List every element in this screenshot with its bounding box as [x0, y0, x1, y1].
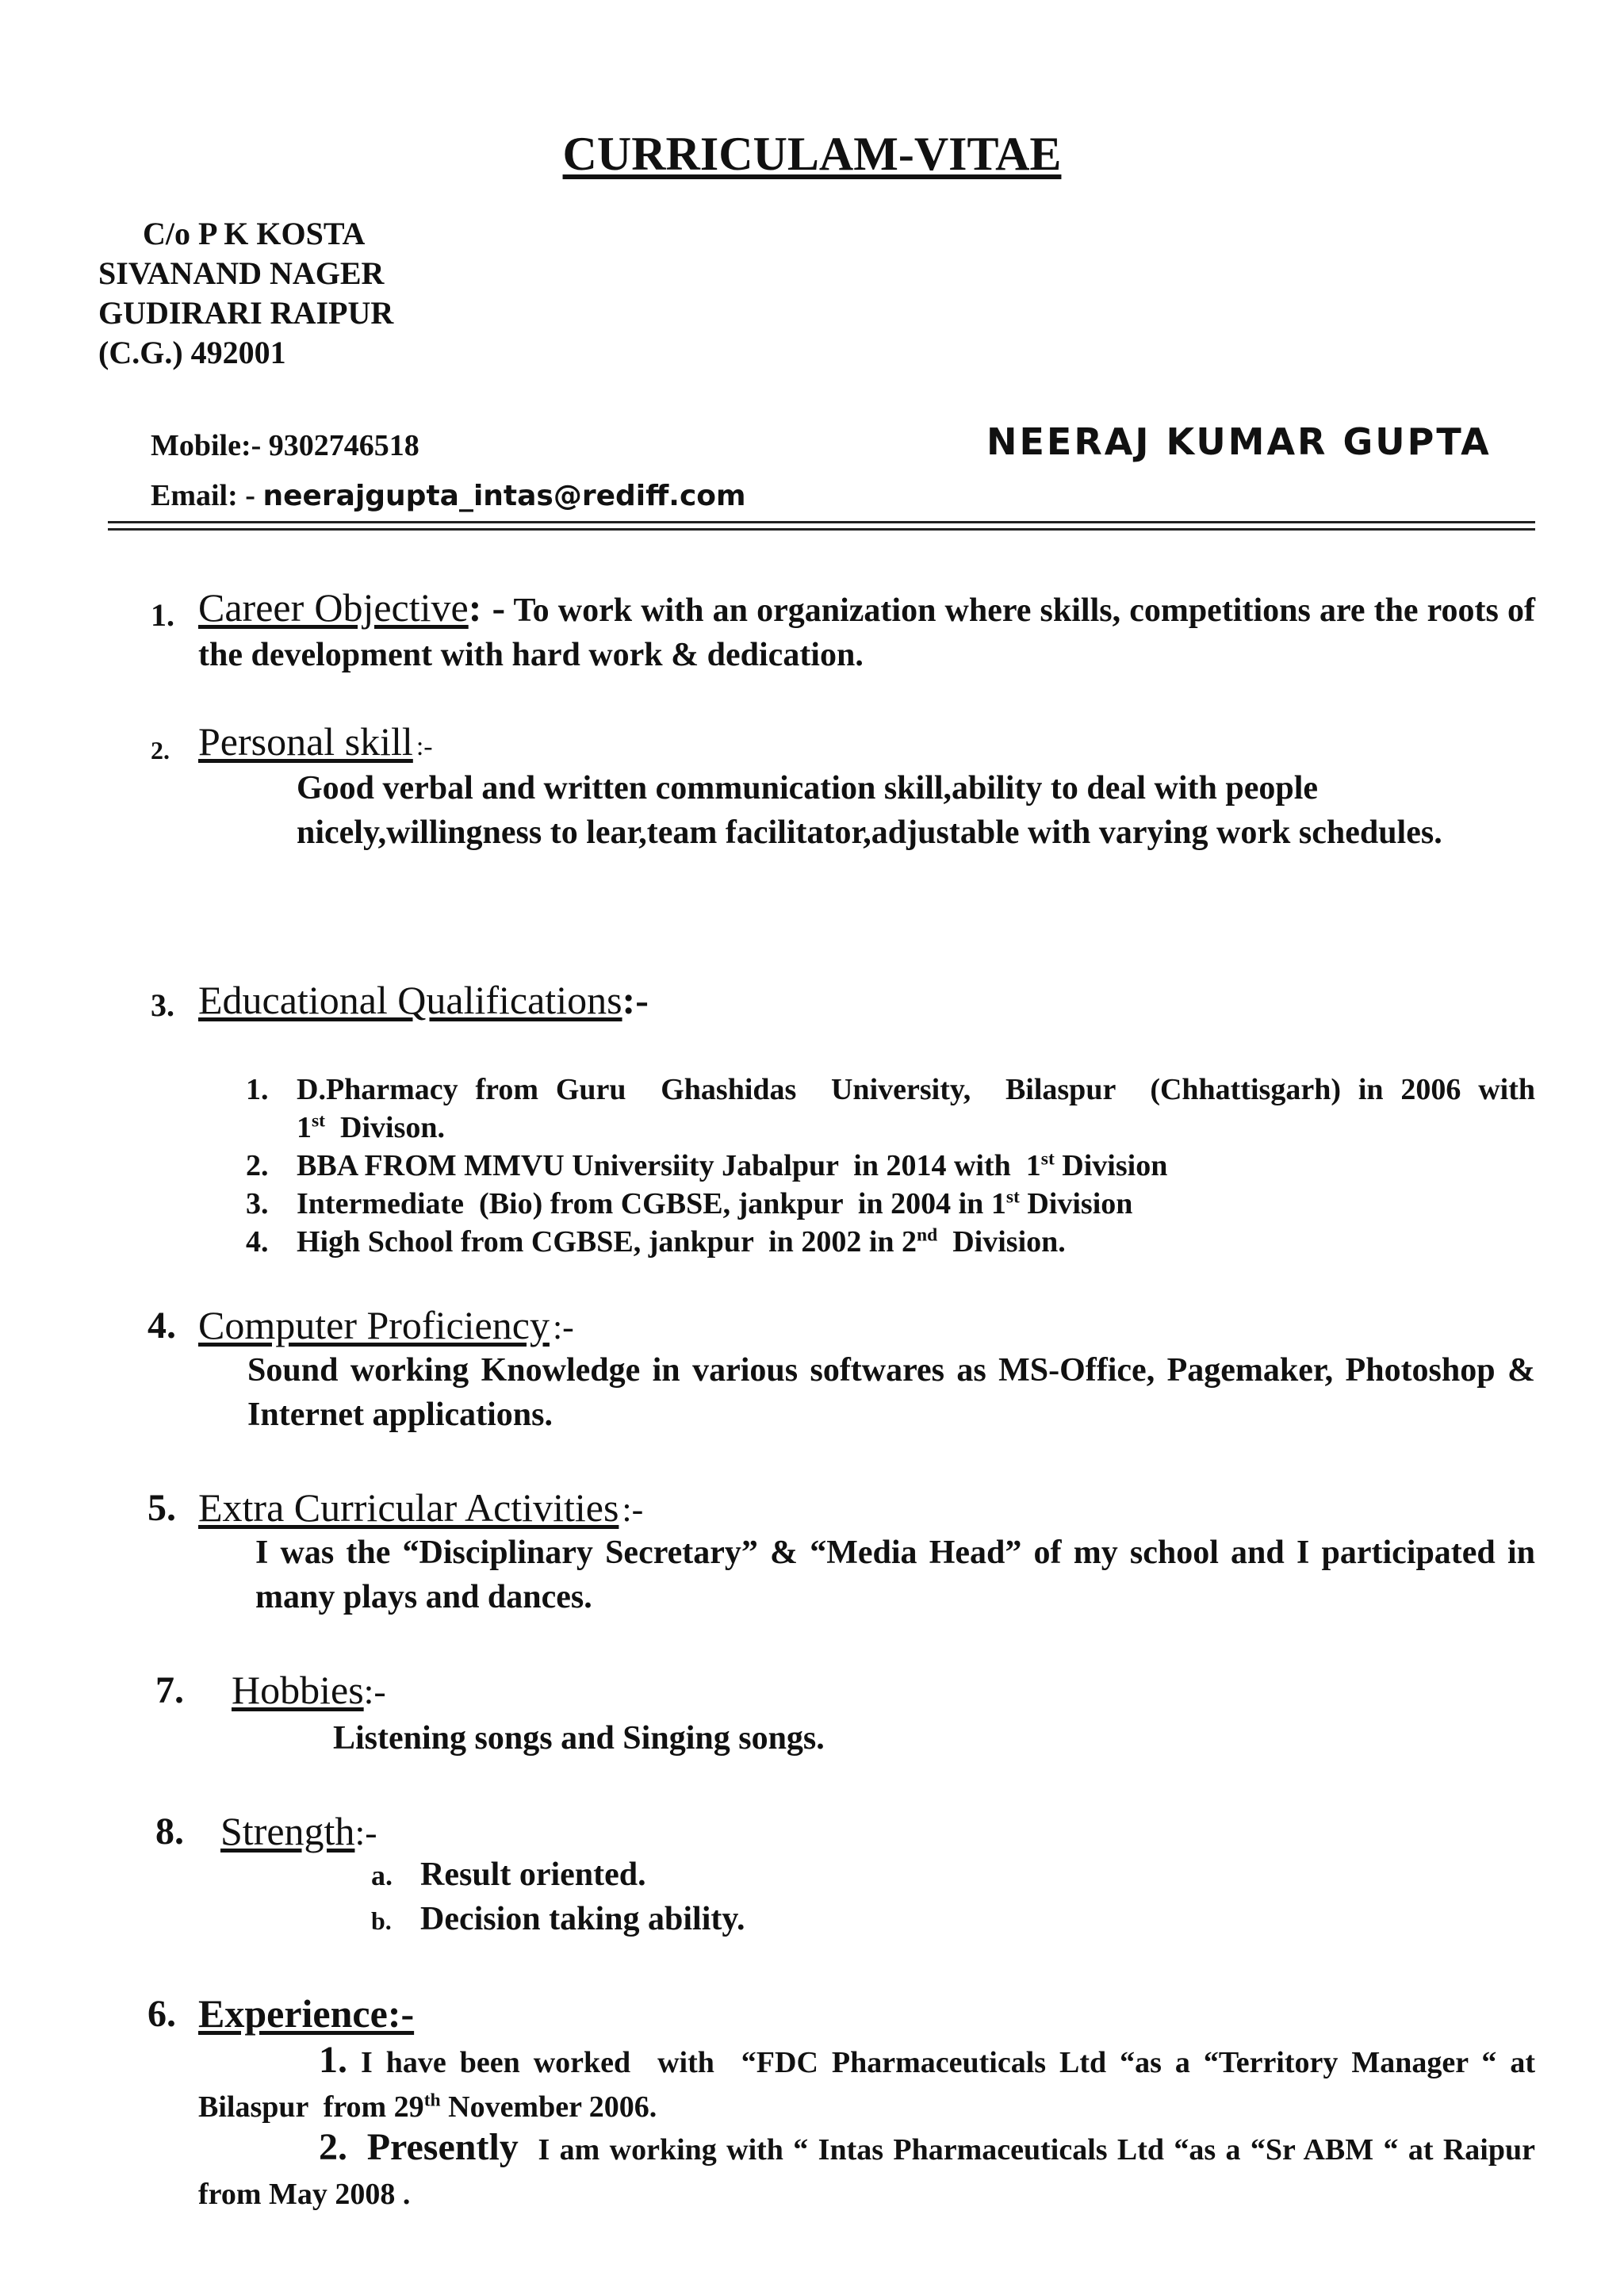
list-number: 2.	[246, 1149, 269, 1182]
email-address: neerajgupta_intas@rediff.com	[262, 480, 746, 512]
mobile-number: 9302746518	[268, 429, 419, 462]
list-item: 2. BBA FROM MMVU Universiity Jabalpur in 2014 with 1st Division	[246, 1147, 1535, 1185]
address-line: GUDIRARI RAIPUR	[98, 295, 394, 331]
heading-separator: :-	[416, 732, 433, 761]
section-heading: Hobbies	[232, 1668, 364, 1712]
heading-separator: :-	[363, 1671, 386, 1711]
list-marker: b.	[371, 1906, 392, 1935]
section-number: 4.	[147, 1305, 176, 1347]
list-marker: a.	[371, 1860, 393, 1891]
strength-item: b. Decision taking ability.	[371, 1901, 745, 1937]
personal-skill-text: Good verbal and written communication skill,ability to deal with people nicely,willingness to lear,team facilitator,adjustable with varying work schedules.	[297, 770, 1442, 851]
section-number: 1.	[151, 597, 174, 633]
divider	[108, 521, 1535, 523]
career-objective-text: To work with an organization where skills, competitions are the roots of the development with hard work & dedication.	[198, 592, 1535, 673]
address-line: C/o P K KOSTA	[143, 216, 366, 251]
heading-separator: :-	[354, 1812, 377, 1852]
email-label: Email: -	[151, 479, 255, 512]
email-line	[151, 478, 746, 513]
address-block	[98, 214, 393, 373]
address-line: (C.G.) 492001	[98, 335, 286, 370]
section-number: 2.	[151, 736, 170, 764]
heading-separator: :-	[622, 1490, 644, 1529]
section-heading: Strength	[220, 1809, 355, 1853]
list-item: 3. Intermediate (Bio) from CGBSE, jankpur in 2004 in 1st Division	[246, 1185, 1535, 1223]
experience-item: 1. I have been worked with “FDC Pharmaceuticals Ltd “as a “Territory Manager “ at Bilaspur from 29th November 2006.	[198, 2039, 1543, 2124]
experience-item: 2. Presently I am working with “ Intas Pharmaceuticals Ltd “as a “Sr ABM “ at Raipur from May 2008 .	[198, 2126, 1535, 2211]
list-number: 1.	[319, 2039, 347, 2081]
list-number: 3.	[246, 1187, 269, 1220]
computer-heading	[198, 1302, 574, 1348]
mobile-label: Mobile:-	[151, 429, 262, 462]
extra-heading	[198, 1485, 643, 1531]
candidate-name: NEERAJ KUMAR GUPTA	[986, 420, 1492, 463]
section-number: 6.	[147, 1993, 176, 2035]
list-number: 2.	[319, 2126, 347, 2168]
heading-separator: :-	[622, 978, 649, 1022]
address-line: SIVANAND NAGER	[98, 255, 385, 291]
strength-item: a. Result oriented.	[371, 1856, 646, 1893]
strength-heading	[220, 1808, 377, 1854]
divider	[108, 528, 1535, 531]
section-heading: Career Objective	[198, 585, 469, 630]
computer-text: Sound working Knowledge in various softwares as MS-Office, Pagemaker, Photoshop & Internet applications.	[247, 1352, 1535, 1433]
hobbies-heading	[232, 1667, 386, 1713]
section-number: 8.	[155, 1810, 184, 1852]
hobbies-text: Listening songs and Singing songs.	[333, 1720, 825, 1757]
heading-separator: : -	[468, 585, 506, 630]
list-number: 4.	[246, 1225, 269, 1259]
mobile-line	[151, 428, 419, 463]
section-number: 7.	[155, 1669, 184, 1711]
list-number: 1.	[246, 1073, 269, 1106]
education-heading	[198, 977, 649, 1023]
list-item: 4. High School from CGBSE, jankpur in 2002 in 2nd Division.	[246, 1223, 1535, 1261]
personal-skill-heading	[198, 718, 433, 764]
list-item: 1. D.Pharmacy from Guru Ghashidas University, Bilaspur (Chhattisgarh) in 2006 with 1st Divison.	[246, 1071, 1535, 1147]
page-title: CURRICULAM-VITAE	[562, 128, 1062, 180]
section-number: 5.	[147, 1487, 176, 1529]
education-list	[246, 1071, 1535, 1261]
section-heading: Experience:-	[198, 1991, 415, 2036]
extra-text: I was the “Disciplinary Secretary” & “Media Head” of my school and I participated in many plays and dances.	[255, 1534, 1535, 1615]
education-entry: D.Pharmacy from Guru Ghashidas University, Bilaspur (Chhattisgarh) in 2006 with	[297, 1073, 1535, 1106]
career-objective-section	[198, 585, 1535, 677]
section-number: 3.	[151, 987, 174, 1023]
section-heading: Personal skill	[198, 719, 413, 764]
heading-separator: :-	[552, 1308, 574, 1347]
section-heading: Extra Curricular Activities	[198, 1485, 619, 1530]
section-heading: Educational Qualifications	[198, 978, 622, 1022]
section-heading: Computer Proficiency	[198, 1303, 550, 1347]
